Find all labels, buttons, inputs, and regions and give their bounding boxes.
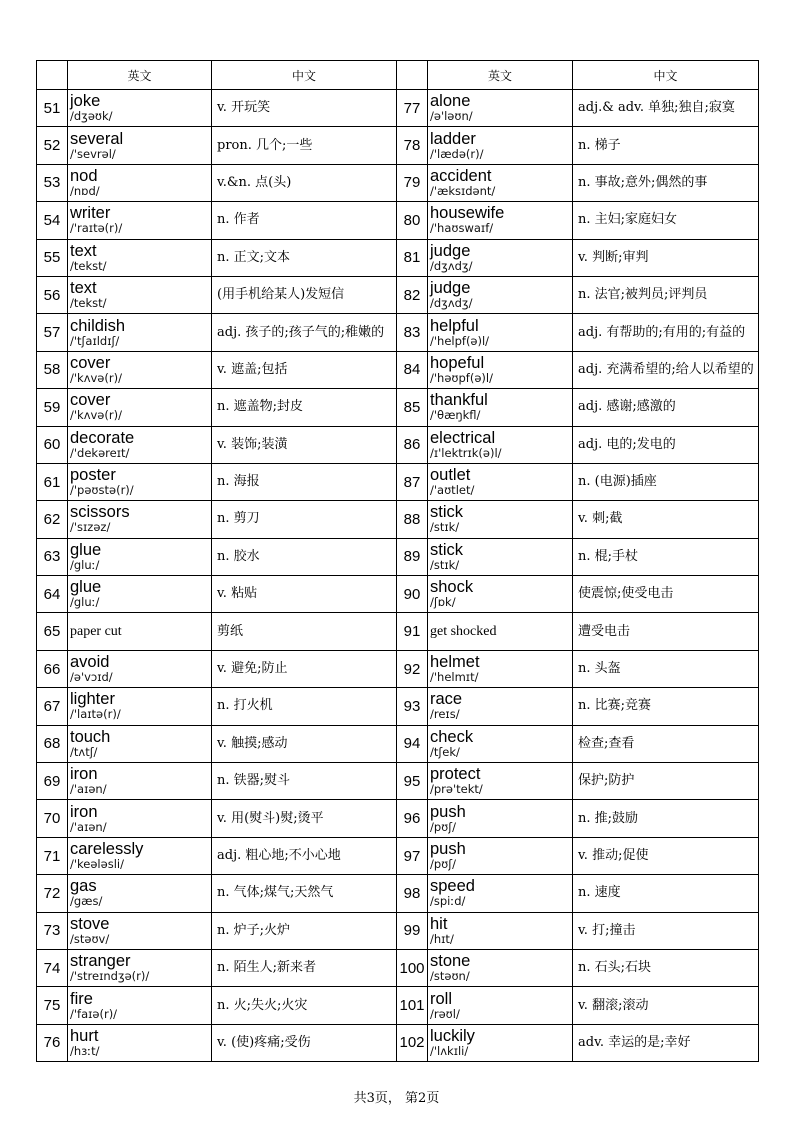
chinese-meaning-right: n. 头盔 bbox=[573, 650, 759, 687]
english-word: paper cut bbox=[70, 624, 122, 640]
word-cell-left bbox=[68, 239, 212, 276]
header-chinese-left: 中文 bbox=[212, 61, 397, 90]
entry-number-left: 55 bbox=[37, 239, 68, 276]
entry-number-left: 63 bbox=[37, 538, 68, 575]
word-cell-left bbox=[68, 949, 212, 986]
entry-number-left: 56 bbox=[37, 276, 68, 313]
entry-number-left: 69 bbox=[37, 763, 68, 800]
phonetic: /dʒʌdʒ/ bbox=[430, 296, 473, 311]
word-cell-left bbox=[68, 763, 212, 800]
phonetic: /'æksɪdənt/ bbox=[430, 183, 496, 198]
phonetic: /stəʊn/ bbox=[430, 969, 470, 984]
english-word: writer bbox=[70, 204, 111, 223]
phonetic: /pʊʃ/ bbox=[430, 857, 457, 871]
entry-number-right: 102 bbox=[397, 1024, 428, 1061]
chinese-meaning-left: pron. 几个;一些 bbox=[212, 127, 397, 164]
word-cell-right bbox=[428, 837, 573, 874]
word-cell-right bbox=[428, 276, 573, 313]
word-cell-left bbox=[68, 613, 212, 650]
phonetic: /'helmɪt/ bbox=[430, 670, 479, 685]
phonetic: /'dekəreɪt/ bbox=[70, 445, 130, 460]
entry-number-left: 60 bbox=[37, 426, 68, 463]
entry-number-right: 80 bbox=[397, 202, 428, 239]
entry-number-left: 62 bbox=[37, 501, 68, 538]
word-cell-left bbox=[68, 837, 212, 874]
entry-number-left: 64 bbox=[37, 576, 68, 613]
word-cell-left bbox=[68, 875, 212, 912]
english-word: several bbox=[70, 129, 124, 148]
entry-number-left: 51 bbox=[37, 90, 68, 127]
english-word: hit bbox=[430, 914, 448, 933]
english-word: race bbox=[430, 690, 463, 709]
phonetic: /dʒəʊk/ bbox=[70, 109, 113, 124]
english-word: thankful bbox=[430, 391, 488, 410]
chinese-meaning-left: n. 气体;煤气;天然气 bbox=[212, 875, 397, 912]
phonetic: /'laɪtə(r)/ bbox=[70, 707, 121, 722]
english-word: cover bbox=[70, 353, 111, 372]
chinese-meaning-right: 使震惊;使受电击 bbox=[573, 576, 759, 613]
word-cell-left bbox=[68, 314, 212, 351]
word-cell-left bbox=[68, 463, 212, 500]
word-cell-left bbox=[68, 1024, 212, 1061]
entry-number-left: 74 bbox=[37, 949, 68, 986]
table-row bbox=[37, 389, 759, 426]
table-row bbox=[37, 650, 759, 687]
chinese-meaning-left: v. 避免;防止 bbox=[212, 650, 397, 687]
chinese-meaning-left: adj. 粗心地;不小心地 bbox=[212, 837, 397, 874]
english-word: judge bbox=[430, 279, 471, 298]
entry-number-right: 82 bbox=[397, 276, 428, 313]
chinese-meaning-right: n. 棍;手杖 bbox=[573, 538, 759, 575]
entry-number-left: 61 bbox=[37, 463, 68, 500]
chinese-meaning-right: n. 速度 bbox=[573, 875, 759, 912]
table-row bbox=[37, 202, 759, 239]
word-cell-left bbox=[68, 987, 212, 1024]
phonetic: /ə'ləʊn/ bbox=[430, 109, 473, 124]
chinese-meaning-right: n. 法官;被判员;评判员 bbox=[573, 276, 759, 313]
english-word: push bbox=[430, 802, 466, 821]
english-word: decorate bbox=[70, 428, 135, 447]
chinese-meaning-right: n. 比赛;竞赛 bbox=[573, 688, 759, 725]
chinese-meaning-left: n. 遮盖物;封皮 bbox=[212, 389, 397, 426]
english-word: shock bbox=[430, 578, 474, 597]
chinese-meaning-right: v. 打;撞击 bbox=[573, 912, 759, 949]
english-word: roll bbox=[430, 989, 453, 1008]
entry-number-right: 95 bbox=[397, 763, 428, 800]
phonetic: /'aɪən/ bbox=[70, 819, 107, 834]
word-cell-left bbox=[68, 389, 212, 426]
phonetic: /tʌtʃ/ bbox=[70, 744, 98, 759]
word-cell-left bbox=[68, 276, 212, 313]
chinese-meaning-right: n. 梯子 bbox=[573, 127, 759, 164]
phonetic: /spiːd/ bbox=[430, 894, 466, 909]
english-word: stranger bbox=[70, 952, 131, 971]
word-cell-left bbox=[68, 90, 212, 127]
word-cell-right bbox=[428, 538, 573, 575]
entry-number-left: 76 bbox=[37, 1024, 68, 1061]
phonetic: /prə'tekt/ bbox=[430, 782, 483, 797]
english-word: gas bbox=[70, 877, 97, 896]
phonetic: /gluː/ bbox=[70, 557, 100, 572]
chinese-meaning-right: v. 刺;截 bbox=[573, 501, 759, 538]
table-row bbox=[37, 912, 759, 949]
entry-number-left: 59 bbox=[37, 389, 68, 426]
table-row bbox=[37, 613, 759, 650]
chinese-meaning-right: n. 石头;石块 bbox=[573, 949, 759, 986]
chinese-meaning-left: n. 作者 bbox=[212, 202, 397, 239]
english-word: joke bbox=[70, 92, 101, 111]
chinese-meaning-left: n. 海报 bbox=[212, 463, 397, 500]
word-cell-left bbox=[68, 127, 212, 164]
entry-number-right: 100 bbox=[397, 949, 428, 986]
word-cell-right bbox=[428, 987, 573, 1024]
phonetic: /'kʌvə(r)/ bbox=[70, 370, 122, 385]
english-word: text bbox=[70, 279, 97, 298]
chinese-meaning-right: 检查;查看 bbox=[573, 725, 759, 762]
entry-number-right: 83 bbox=[397, 314, 428, 351]
phonetic: /gæs/ bbox=[70, 894, 103, 909]
phonetic: /'pəʊstə(r)/ bbox=[70, 483, 134, 498]
header-english-right: 英文 bbox=[428, 61, 573, 90]
phonetic: /'θæŋkfl/ bbox=[430, 408, 481, 423]
word-cell-right bbox=[428, 127, 573, 164]
entry-number-right: 101 bbox=[397, 987, 428, 1024]
table-row bbox=[37, 314, 759, 351]
table-row bbox=[37, 800, 759, 837]
word-cell-left bbox=[68, 426, 212, 463]
table-row bbox=[37, 763, 759, 800]
phonetic: /ə'vɔɪd/ bbox=[70, 670, 113, 685]
chinese-meaning-right: adj. 感谢;感激的 bbox=[573, 389, 759, 426]
word-cell-right bbox=[428, 800, 573, 837]
chinese-meaning-right: adv. 幸运的是;幸好 bbox=[573, 1024, 759, 1061]
table-row bbox=[37, 576, 759, 613]
phonetic: /'həʊpf(ə)l/ bbox=[430, 370, 493, 385]
english-word: stove bbox=[70, 914, 110, 933]
entry-number-left: 71 bbox=[37, 837, 68, 874]
word-cell-left bbox=[68, 576, 212, 613]
phonetic: /'raɪtə(r)/ bbox=[70, 221, 123, 236]
entry-number-left: 68 bbox=[37, 725, 68, 762]
word-cell-left bbox=[68, 164, 212, 201]
chinese-meaning-left: v. (使)疼痛;受伤 bbox=[212, 1024, 397, 1061]
english-word: accident bbox=[430, 166, 492, 185]
entry-number-right: 86 bbox=[397, 426, 428, 463]
english-word: ladder bbox=[430, 129, 476, 148]
chinese-meaning-left: v. 遮盖;包括 bbox=[212, 351, 397, 388]
entry-number-right: 85 bbox=[397, 389, 428, 426]
entry-number-left: 52 bbox=[37, 127, 68, 164]
chinese-meaning-left: n. 炉子;火炉 bbox=[212, 912, 397, 949]
english-word: stick bbox=[430, 503, 463, 522]
phonetic: /pʊʃ/ bbox=[430, 819, 457, 834]
table-row bbox=[37, 276, 759, 313]
word-cell-left bbox=[68, 650, 212, 687]
chinese-meaning-right: 保护;防护 bbox=[573, 763, 759, 800]
english-word: speed bbox=[430, 877, 475, 896]
chinese-meaning-right: adj. 有帮助的;有用的;有益的 bbox=[573, 314, 759, 351]
table-row bbox=[37, 164, 759, 201]
phonetic: /reɪs/ bbox=[430, 707, 460, 722]
english-word: check bbox=[430, 727, 474, 746]
entry-number-right: 87 bbox=[397, 463, 428, 500]
table-row bbox=[37, 949, 759, 986]
phonetic: /stɪk/ bbox=[430, 557, 460, 572]
table-row bbox=[37, 239, 759, 276]
header-english-left: 英文 bbox=[68, 61, 212, 90]
english-word: carelessly bbox=[70, 840, 144, 858]
table-row bbox=[37, 501, 759, 538]
table-row bbox=[37, 837, 759, 874]
chinese-meaning-left: (用手机给某人)发短信 bbox=[212, 276, 397, 313]
chinese-meaning-left: n. 打火机 bbox=[212, 688, 397, 725]
table-row bbox=[37, 1024, 759, 1061]
english-word: judge bbox=[430, 241, 471, 260]
entry-number-left: 75 bbox=[37, 987, 68, 1024]
chinese-meaning-right: n. 主妇;家庭妇女 bbox=[573, 202, 759, 239]
chinese-meaning-left: v. 开玩笑 bbox=[212, 90, 397, 127]
word-cell-left bbox=[68, 351, 212, 388]
entry-number-right: 79 bbox=[397, 164, 428, 201]
phonetic: /'tʃaɪldɪʃ/ bbox=[70, 333, 120, 348]
table-row bbox=[37, 127, 759, 164]
entry-number-right: 88 bbox=[397, 501, 428, 538]
entry-number-left: 53 bbox=[37, 164, 68, 201]
phonetic: /stəʊv/ bbox=[70, 931, 110, 946]
english-word: scissors bbox=[70, 503, 130, 522]
entry-number-left: 73 bbox=[37, 912, 68, 949]
english-word: stone bbox=[430, 952, 471, 971]
table-row bbox=[37, 538, 759, 575]
phonetic: /'faɪə(r)/ bbox=[70, 1006, 118, 1021]
entry-number-left: 66 bbox=[37, 650, 68, 687]
word-cell-right bbox=[428, 426, 573, 463]
table-row bbox=[37, 875, 759, 912]
chinese-meaning-right: adj.& adv. 单独;独自;寂寞 bbox=[573, 90, 759, 127]
entry-number-right: 96 bbox=[397, 800, 428, 837]
entry-number-left: 58 bbox=[37, 351, 68, 388]
entry-number-right: 81 bbox=[397, 239, 428, 276]
entry-number-right: 84 bbox=[397, 351, 428, 388]
phonetic: /'aɪən/ bbox=[70, 782, 107, 797]
table-row bbox=[37, 688, 759, 725]
english-word: glue bbox=[70, 540, 102, 559]
phonetic: /'haʊswaɪf/ bbox=[430, 221, 494, 236]
english-word: hopeful bbox=[430, 353, 485, 372]
phonetic: /'kʌvə(r)/ bbox=[70, 408, 122, 423]
english-word: luckily bbox=[430, 1026, 475, 1045]
english-word: push bbox=[430, 840, 466, 858]
phonetic: /hɪt/ bbox=[430, 931, 454, 946]
word-cell-right bbox=[428, 949, 573, 986]
word-cell-right bbox=[428, 576, 573, 613]
word-cell-right bbox=[428, 463, 573, 500]
chinese-meaning-right: n. 推;鼓励 bbox=[573, 800, 759, 837]
chinese-meaning-right: v. 判断;审判 bbox=[573, 239, 759, 276]
word-cell-right bbox=[428, 875, 573, 912]
chinese-meaning-right: adj. 电的;发电的 bbox=[573, 426, 759, 463]
word-cell-right bbox=[428, 389, 573, 426]
entry-number-left: 72 bbox=[37, 875, 68, 912]
entry-number-right: 91 bbox=[397, 613, 428, 650]
phonetic: /ʃɒk/ bbox=[430, 595, 456, 610]
table-row bbox=[37, 463, 759, 500]
chinese-meaning-left: n. 胶水 bbox=[212, 538, 397, 575]
chinese-meaning-left: n. 剪刀 bbox=[212, 501, 397, 538]
entry-number-right: 98 bbox=[397, 875, 428, 912]
phonetic: /'sɪzəz/ bbox=[70, 520, 111, 535]
table-body bbox=[37, 90, 759, 1062]
phonetic: /'helpf(ə)l/ bbox=[430, 333, 490, 348]
english-word: lighter bbox=[70, 690, 115, 709]
phonetic: /'keələsli/ bbox=[70, 857, 124, 871]
phonetic: /nɒd/ bbox=[70, 183, 100, 198]
phonetic: /hɜːt/ bbox=[70, 1043, 100, 1058]
word-cell-right bbox=[428, 688, 573, 725]
english-word: outlet bbox=[430, 466, 471, 485]
chinese-meaning-right: n. (电源)插座 bbox=[573, 463, 759, 500]
table-row bbox=[37, 725, 759, 762]
entry-number-left: 70 bbox=[37, 800, 68, 837]
english-word: iron bbox=[70, 765, 98, 784]
word-cell-left bbox=[68, 912, 212, 949]
english-word: nod bbox=[70, 166, 98, 185]
phonetic: /'lædə(r)/ bbox=[430, 146, 484, 161]
chinese-meaning-right: n. 事故;意外;偶然的事 bbox=[573, 164, 759, 201]
table-row bbox=[37, 351, 759, 388]
phonetic: /gluː/ bbox=[70, 595, 100, 610]
word-cell-right bbox=[428, 351, 573, 388]
chinese-meaning-left: 剪纸 bbox=[212, 613, 397, 650]
word-cell-right bbox=[428, 164, 573, 201]
english-word: housewife bbox=[430, 204, 505, 223]
english-word: glue bbox=[70, 578, 102, 597]
phonetic: /'streɪndʒə(r)/ bbox=[70, 969, 150, 984]
phonetic: /'sevrəl/ bbox=[70, 146, 116, 161]
english-word: fire bbox=[70, 989, 93, 1008]
word-cell-right bbox=[428, 912, 573, 949]
word-cell-right bbox=[428, 239, 573, 276]
chinese-meaning-left: n. 火;失火;火灾 bbox=[212, 987, 397, 1024]
table-row bbox=[37, 987, 759, 1024]
chinese-meaning-right: adj. 充满希望的;给人以希望的 bbox=[573, 351, 759, 388]
page-footer: 共3页， 第2页 bbox=[353, 1091, 440, 1106]
entry-number-left: 57 bbox=[37, 314, 68, 351]
english-word: touch bbox=[70, 727, 111, 746]
chinese-meaning-right: 遭受电击 bbox=[573, 613, 759, 650]
table-row bbox=[37, 90, 759, 127]
english-word: stick bbox=[430, 540, 463, 559]
entry-number-right: 77 bbox=[397, 90, 428, 127]
english-word: hurt bbox=[70, 1026, 99, 1045]
chinese-meaning-left: adj. 孩子的;孩子气的;稚嫩的 bbox=[212, 314, 397, 351]
entry-number-right: 94 bbox=[397, 725, 428, 762]
phonetic: /ɪ'lektrɪk(ə)l/ bbox=[430, 445, 502, 460]
vocabulary-table bbox=[36, 60, 759, 1062]
chinese-meaning-left: n. 陌生人;新来者 bbox=[212, 949, 397, 986]
phonetic: /dʒʌdʒ/ bbox=[430, 258, 473, 273]
entry-number-left: 67 bbox=[37, 688, 68, 725]
word-cell-right bbox=[428, 90, 573, 127]
chinese-meaning-left: v. 装饰;装潢 bbox=[212, 426, 397, 463]
chinese-meaning-right: v. 推动;促使 bbox=[573, 837, 759, 874]
english-word: electrical bbox=[430, 428, 496, 447]
phonetic: /tʃek/ bbox=[430, 744, 460, 759]
entry-number-right: 99 bbox=[397, 912, 428, 949]
english-word: poster bbox=[70, 466, 116, 485]
english-word: protect bbox=[430, 765, 481, 784]
word-cell-right bbox=[428, 763, 573, 800]
english-word: avoid bbox=[70, 653, 110, 672]
chinese-meaning-left: n. 正文;文本 bbox=[212, 239, 397, 276]
word-cell-right bbox=[428, 314, 573, 351]
phonetic: /tekst/ bbox=[70, 296, 107, 311]
entry-number-left: 54 bbox=[37, 202, 68, 239]
english-word: text bbox=[70, 241, 97, 260]
word-cell-right bbox=[428, 650, 573, 687]
entry-number-right: 78 bbox=[397, 127, 428, 164]
phonetic: /'lʌkɪli/ bbox=[430, 1043, 469, 1058]
entry-number-right: 89 bbox=[397, 538, 428, 575]
chinese-meaning-left: v. 粘贴 bbox=[212, 576, 397, 613]
word-cell-right bbox=[428, 202, 573, 239]
word-cell-left bbox=[68, 800, 212, 837]
english-word: alone bbox=[430, 92, 471, 111]
chinese-meaning-right: v. 翻滚;滚动 bbox=[573, 987, 759, 1024]
english-word: cover bbox=[70, 391, 111, 410]
entry-number-right: 93 bbox=[397, 688, 428, 725]
header-row bbox=[37, 61, 759, 90]
header-chinese-right: 中文 bbox=[573, 61, 759, 90]
chinese-meaning-left: v. 触摸;感动 bbox=[212, 725, 397, 762]
english-word: helpful bbox=[430, 316, 479, 335]
header-num-left bbox=[37, 61, 68, 90]
word-cell-left bbox=[68, 501, 212, 538]
header-num-right bbox=[397, 61, 428, 90]
phonetic: /'aʊtlet/ bbox=[430, 483, 475, 498]
english-word: helmet bbox=[430, 653, 480, 672]
english-word: childish bbox=[70, 316, 126, 335]
word-cell-left bbox=[68, 725, 212, 762]
word-cell-right bbox=[428, 1024, 573, 1061]
entry-number-right: 97 bbox=[397, 837, 428, 874]
english-word: iron bbox=[70, 802, 98, 821]
word-cell-left bbox=[68, 202, 212, 239]
chinese-meaning-left: v.&n. 点(头) bbox=[212, 164, 397, 201]
entry-number-left: 65 bbox=[37, 613, 68, 650]
chinese-meaning-left: v. 用(熨斗)熨;烫平 bbox=[212, 800, 397, 837]
phonetic: /tekst/ bbox=[70, 258, 107, 273]
word-cell-right bbox=[428, 613, 573, 650]
word-cell-left bbox=[68, 688, 212, 725]
phonetic: /stɪk/ bbox=[430, 520, 460, 535]
word-cell-right bbox=[428, 725, 573, 762]
phonetic: /rəʊl/ bbox=[430, 1006, 460, 1021]
entry-number-right: 92 bbox=[397, 650, 428, 687]
word-cell-right bbox=[428, 501, 573, 538]
english-word: get shocked bbox=[430, 624, 497, 640]
word-cell-left bbox=[68, 538, 212, 575]
entry-number-right: 90 bbox=[397, 576, 428, 613]
table-row bbox=[37, 426, 759, 463]
chinese-meaning-left: n. 铁器;熨斗 bbox=[212, 763, 397, 800]
